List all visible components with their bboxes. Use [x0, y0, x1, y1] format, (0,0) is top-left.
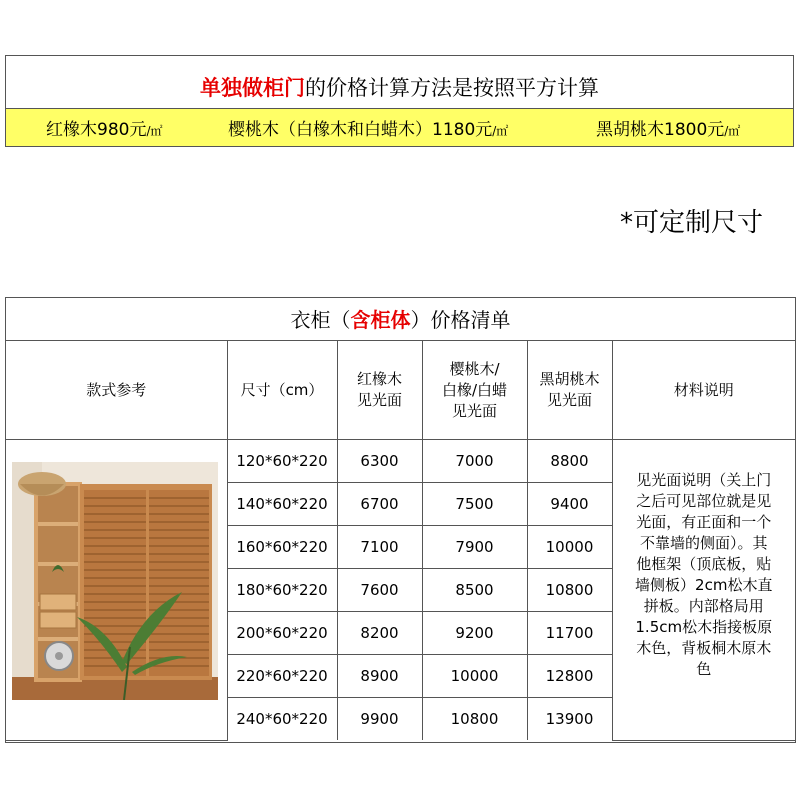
style-reference-image-cell [6, 440, 227, 741]
row-walnut-price: 9400 [527, 483, 612, 526]
row-red-oak-price: 6700 [337, 483, 422, 526]
row-walnut-price: 10000 [527, 526, 612, 569]
row-cherry-price: 7500 [422, 483, 527, 526]
row-red-oak-price: 6300 [337, 440, 422, 483]
header-material: 材料说明 [612, 341, 795, 440]
row-size: 240*60*220 [227, 698, 337, 741]
header-style: 款式参考 [6, 341, 227, 440]
table-row [6, 440, 795, 483]
row-red-oak-price: 8900 [337, 655, 422, 698]
row-cherry-price: 10000 [422, 655, 527, 698]
row-red-oak-price: 9900 [337, 698, 422, 741]
row-size: 200*60*220 [227, 612, 337, 655]
wardrobe-photo [12, 462, 218, 700]
header-size: 尺寸（cm） [227, 341, 337, 440]
row-red-oak-price: 7600 [337, 569, 422, 612]
custom-size-note: *可定制尺寸 [620, 208, 764, 238]
row-cherry-price: 9200 [422, 612, 527, 655]
door-pricing-title-highlight: 单独做柜门 [200, 76, 305, 100]
row-red-oak-price: 8200 [337, 612, 422, 655]
door-pricing-title-text: 的价格计算方法是按照平方计算 [305, 76, 599, 100]
door-price-list [6, 109, 793, 146]
row-size: 180*60*220 [227, 569, 337, 612]
row-cherry-price: 10800 [422, 698, 527, 741]
row-size: 160*60*220 [227, 526, 337, 569]
door-pricing-title [6, 56, 793, 109]
row-walnut-price: 13900 [527, 698, 612, 741]
wardrobe-table-title-highlight: 含柜体 [350, 308, 411, 332]
wardrobe-price-table [5, 297, 796, 743]
row-walnut-price: 12800 [527, 655, 612, 698]
row-red-oak-price: 7100 [337, 526, 422, 569]
row-size: 220*60*220 [227, 655, 337, 698]
header-red-oak: 红橡木 见光面 [337, 341, 422, 440]
wardrobe-table-grid [6, 341, 795, 741]
wardrobe-table-title: 衣柜（含柜体）价格清单 [6, 298, 795, 341]
row-walnut-price: 10800 [527, 569, 612, 612]
price-item-cherry: 樱桃木（白橡木和白蜡木）1180元/㎡ [228, 120, 509, 140]
row-cherry-price: 8500 [422, 569, 527, 612]
header-walnut: 黑胡桃木 见光面 [527, 341, 612, 440]
header-cherry: 樱桃木/ 白橡/白蜡 见光面 [422, 341, 527, 440]
row-cherry-price: 7900 [422, 526, 527, 569]
row-cherry-price: 7000 [422, 440, 527, 483]
price-item-red-oak: 红橡木980元/㎡ [46, 120, 163, 140]
door-pricing-box [5, 55, 794, 147]
row-walnut-price: 11700 [527, 612, 612, 655]
row-walnut-price: 8800 [527, 440, 612, 483]
material-description: 见光面说明（关上门 之后可见部位就是见 光面，有正面和一个 不靠墙的侧面）。其 他框架（顶底板，贴 墙侧板）2cm松木直 拼板。内部格局用 1.5cm松木指接板原 木色，背板桐木原木 色 [612, 440, 795, 741]
row-size: 140*60*220 [227, 483, 337, 526]
table-header-row [6, 341, 795, 440]
row-size: 120*60*220 [227, 440, 337, 483]
price-item-walnut: 黑胡桃木1800元/㎡ [596, 120, 741, 140]
